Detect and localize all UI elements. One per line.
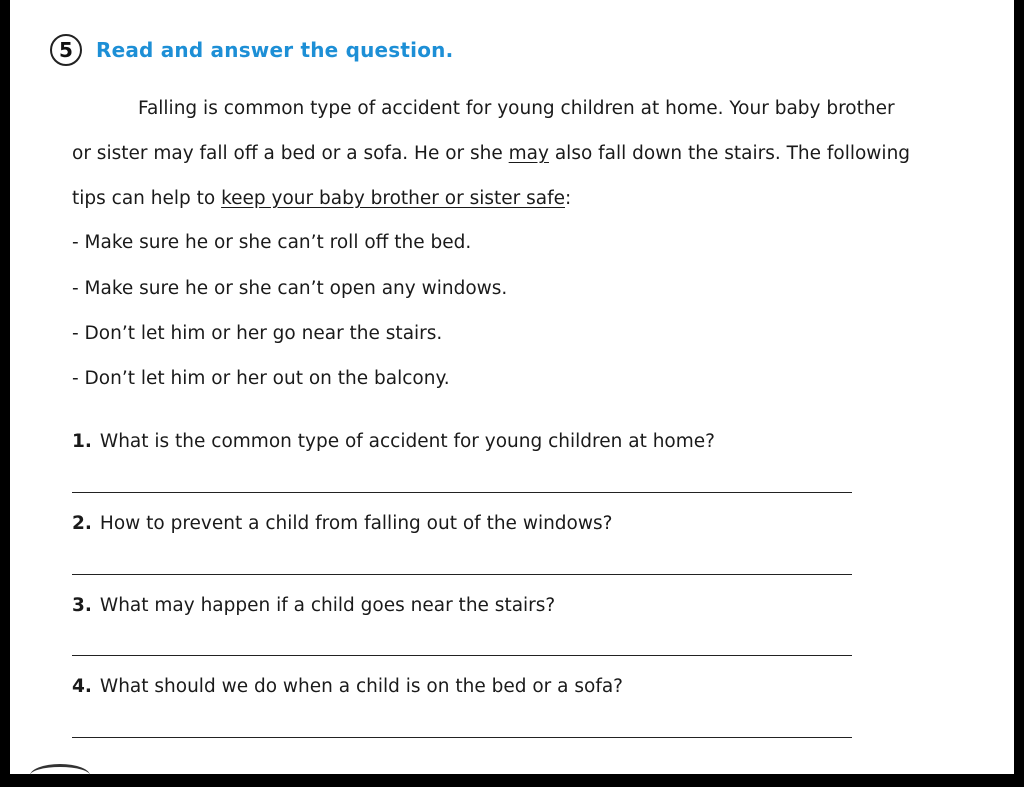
tip-item: - Make sure he or she can’t open any windows.	[72, 278, 508, 299]
passage-line-2	[72, 143, 910, 164]
tip-item: - Don’t let him or her out on the balcony.	[72, 368, 450, 389]
question-3	[72, 595, 555, 616]
question-2	[72, 513, 612, 534]
exercise-number-badge: 5	[50, 34, 82, 66]
underlined-word-may: may	[508, 143, 549, 164]
question-number: 1.	[72, 431, 92, 452]
passage-text: or sister may fall off a bed or a sofa. He or she	[72, 143, 509, 164]
next-section-badge-partial	[30, 764, 90, 787]
question-text: What may happen if a child goes near the stairs?	[99, 595, 556, 616]
question-number: 3.	[72, 595, 92, 616]
question-text: What should we do when a child is on the bed or a sofa?	[99, 676, 623, 697]
question-number: 4.	[72, 676, 92, 697]
tip-item: - Don’t let him or her go near the stairs.	[72, 323, 443, 344]
passage-line-1: Falling is common type of accident for young children at home. Your baby brother	[138, 98, 895, 119]
exercise-heading: Read and answer the question.	[96, 38, 454, 62]
question-text: What is the common type of accident for young children at home?	[99, 431, 715, 452]
answer-line-2[interactable]	[72, 574, 852, 575]
tip-item: - Make sure he or she can’t roll off the bed.	[72, 232, 472, 253]
exercise-header	[50, 32, 453, 68]
passage-text: also fall down the stairs. The following	[548, 143, 911, 164]
passage-text: :	[565, 188, 572, 209]
answer-line-3[interactable]	[72, 655, 852, 656]
passage-line-3	[72, 188, 571, 209]
question-4	[72, 676, 623, 697]
question-1	[72, 431, 715, 452]
answer-line-1[interactable]	[72, 492, 852, 493]
passage-text: tips can help to	[72, 188, 222, 209]
answer-line-4[interactable]	[72, 737, 852, 738]
question-number: 2.	[72, 513, 92, 534]
worksheet-page	[10, 0, 1014, 774]
underlined-phrase: keep your baby brother or sister safe	[221, 188, 565, 209]
question-text: How to prevent a child from falling out of the windows?	[99, 513, 613, 534]
